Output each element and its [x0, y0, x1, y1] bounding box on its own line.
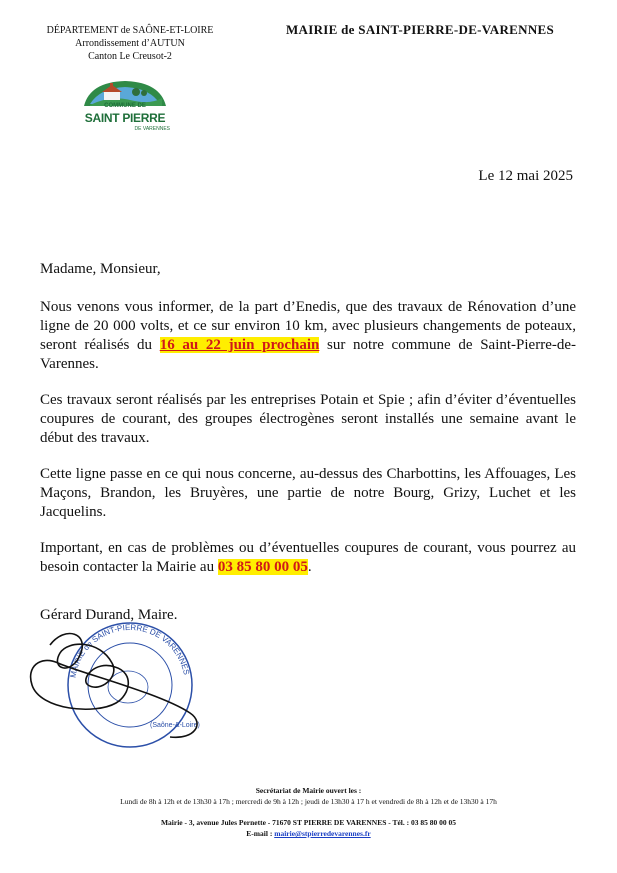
- mairie-phone: 03 85 80 00 05: [217, 559, 308, 575]
- email-line: [0, 828, 617, 839]
- p1-text-b: sur notre commune de Saint-Pierre-de-Varennes.: [40, 337, 576, 372]
- logo-subname: DE VARENNES: [134, 126, 170, 132]
- logo-name: SAINT PIERRE: [84, 111, 166, 125]
- p4-text-b: .: [307, 559, 312, 575]
- p1-text-a: Nous venons vous informer, de la part d’Enedis, que des travaux de Rénovation d’une ligne de 20 000 volts, et ce sur environ 10 km, avec plusieurs changements de poteaux, seront réalisés du: [40, 299, 576, 353]
- works-dates: 16 au 22 juin prochain: [159, 337, 320, 353]
- letter-date: Le 12 mai 2025: [478, 168, 573, 184]
- email-label: E-mail :: [246, 829, 275, 838]
- letter-body: [40, 260, 576, 594]
- stamp-bottom-text: (Saône-&-Loire): [150, 722, 200, 729]
- logo-commune-de: COMMUNE DE: [104, 103, 146, 109]
- letter-footer: [0, 785, 617, 839]
- email-link[interactable]: mairie@stpierredevarennes.fr: [274, 829, 371, 838]
- arrondissement-line: Arrondissement d’AUTUN: [75, 38, 185, 49]
- hours-title: Secrétariat de Mairie ouvert les :: [255, 786, 362, 795]
- opening-hours: Lundi de 8h à 12h et de 13h30 à 17h ; mercredi de 9h à 12h ; jeudi de 13h30 à 17 h et vendredi de 8h à 12h et de 13h30 à 17h: [120, 797, 497, 806]
- commune-logo: [80, 78, 170, 140]
- department-line: DÉPARTEMENT de SAÔNE-ET-LOIRE: [46, 25, 214, 36]
- paragraph-contact: [40, 539, 576, 577]
- paragraph-locations: Cette ligne passe en ce qui nous concerne, au-dessus des Charbottins, les Affouages, Les Maçons, Brandon, les Bruyères, une partie de notre Bourg, Grizy, Luchet et les Jacquelins.: [40, 466, 576, 520]
- signatory-name: Gérard Durand, Maire.: [40, 607, 178, 623]
- salutation: Madame, Monsieur,: [40, 261, 161, 277]
- stamp-ring-text: MAIRIE de SAINT-PIERRE DE VARENNES: [68, 622, 191, 679]
- mairie-address: Mairie - 3, avenue Jules Pernette - 71670 ST PIERRE DE VARENNES - Tél. : 03 85 80 00 05: [160, 818, 457, 827]
- paragraph-works: [40, 298, 576, 374]
- svg-text:MAIRIE de SAINT-PIERRE DE VARE: [68, 623, 191, 679]
- department-header: [20, 24, 240, 63]
- paragraph-companies: Ces travaux seront réalisés par les entreprises Potain et Spie ; afin d’éviter d’éventuelles coupures de courant, des groupes électrogènes seront installés une semaine avant le début des travaux.: [40, 392, 576, 446]
- signature-stamp: [20, 615, 220, 755]
- canton-line: Canton Le Creusot-2: [88, 51, 172, 62]
- p4-text-a: Important, en cas de problèmes ou d’éventuelles coupures de courant, vous pourrez au besoin contacter la Mairie au: [40, 540, 576, 575]
- mairie-title: MAIRIE de SAINT-PIERRE-DE-VARENNES: [285, 22, 555, 37]
